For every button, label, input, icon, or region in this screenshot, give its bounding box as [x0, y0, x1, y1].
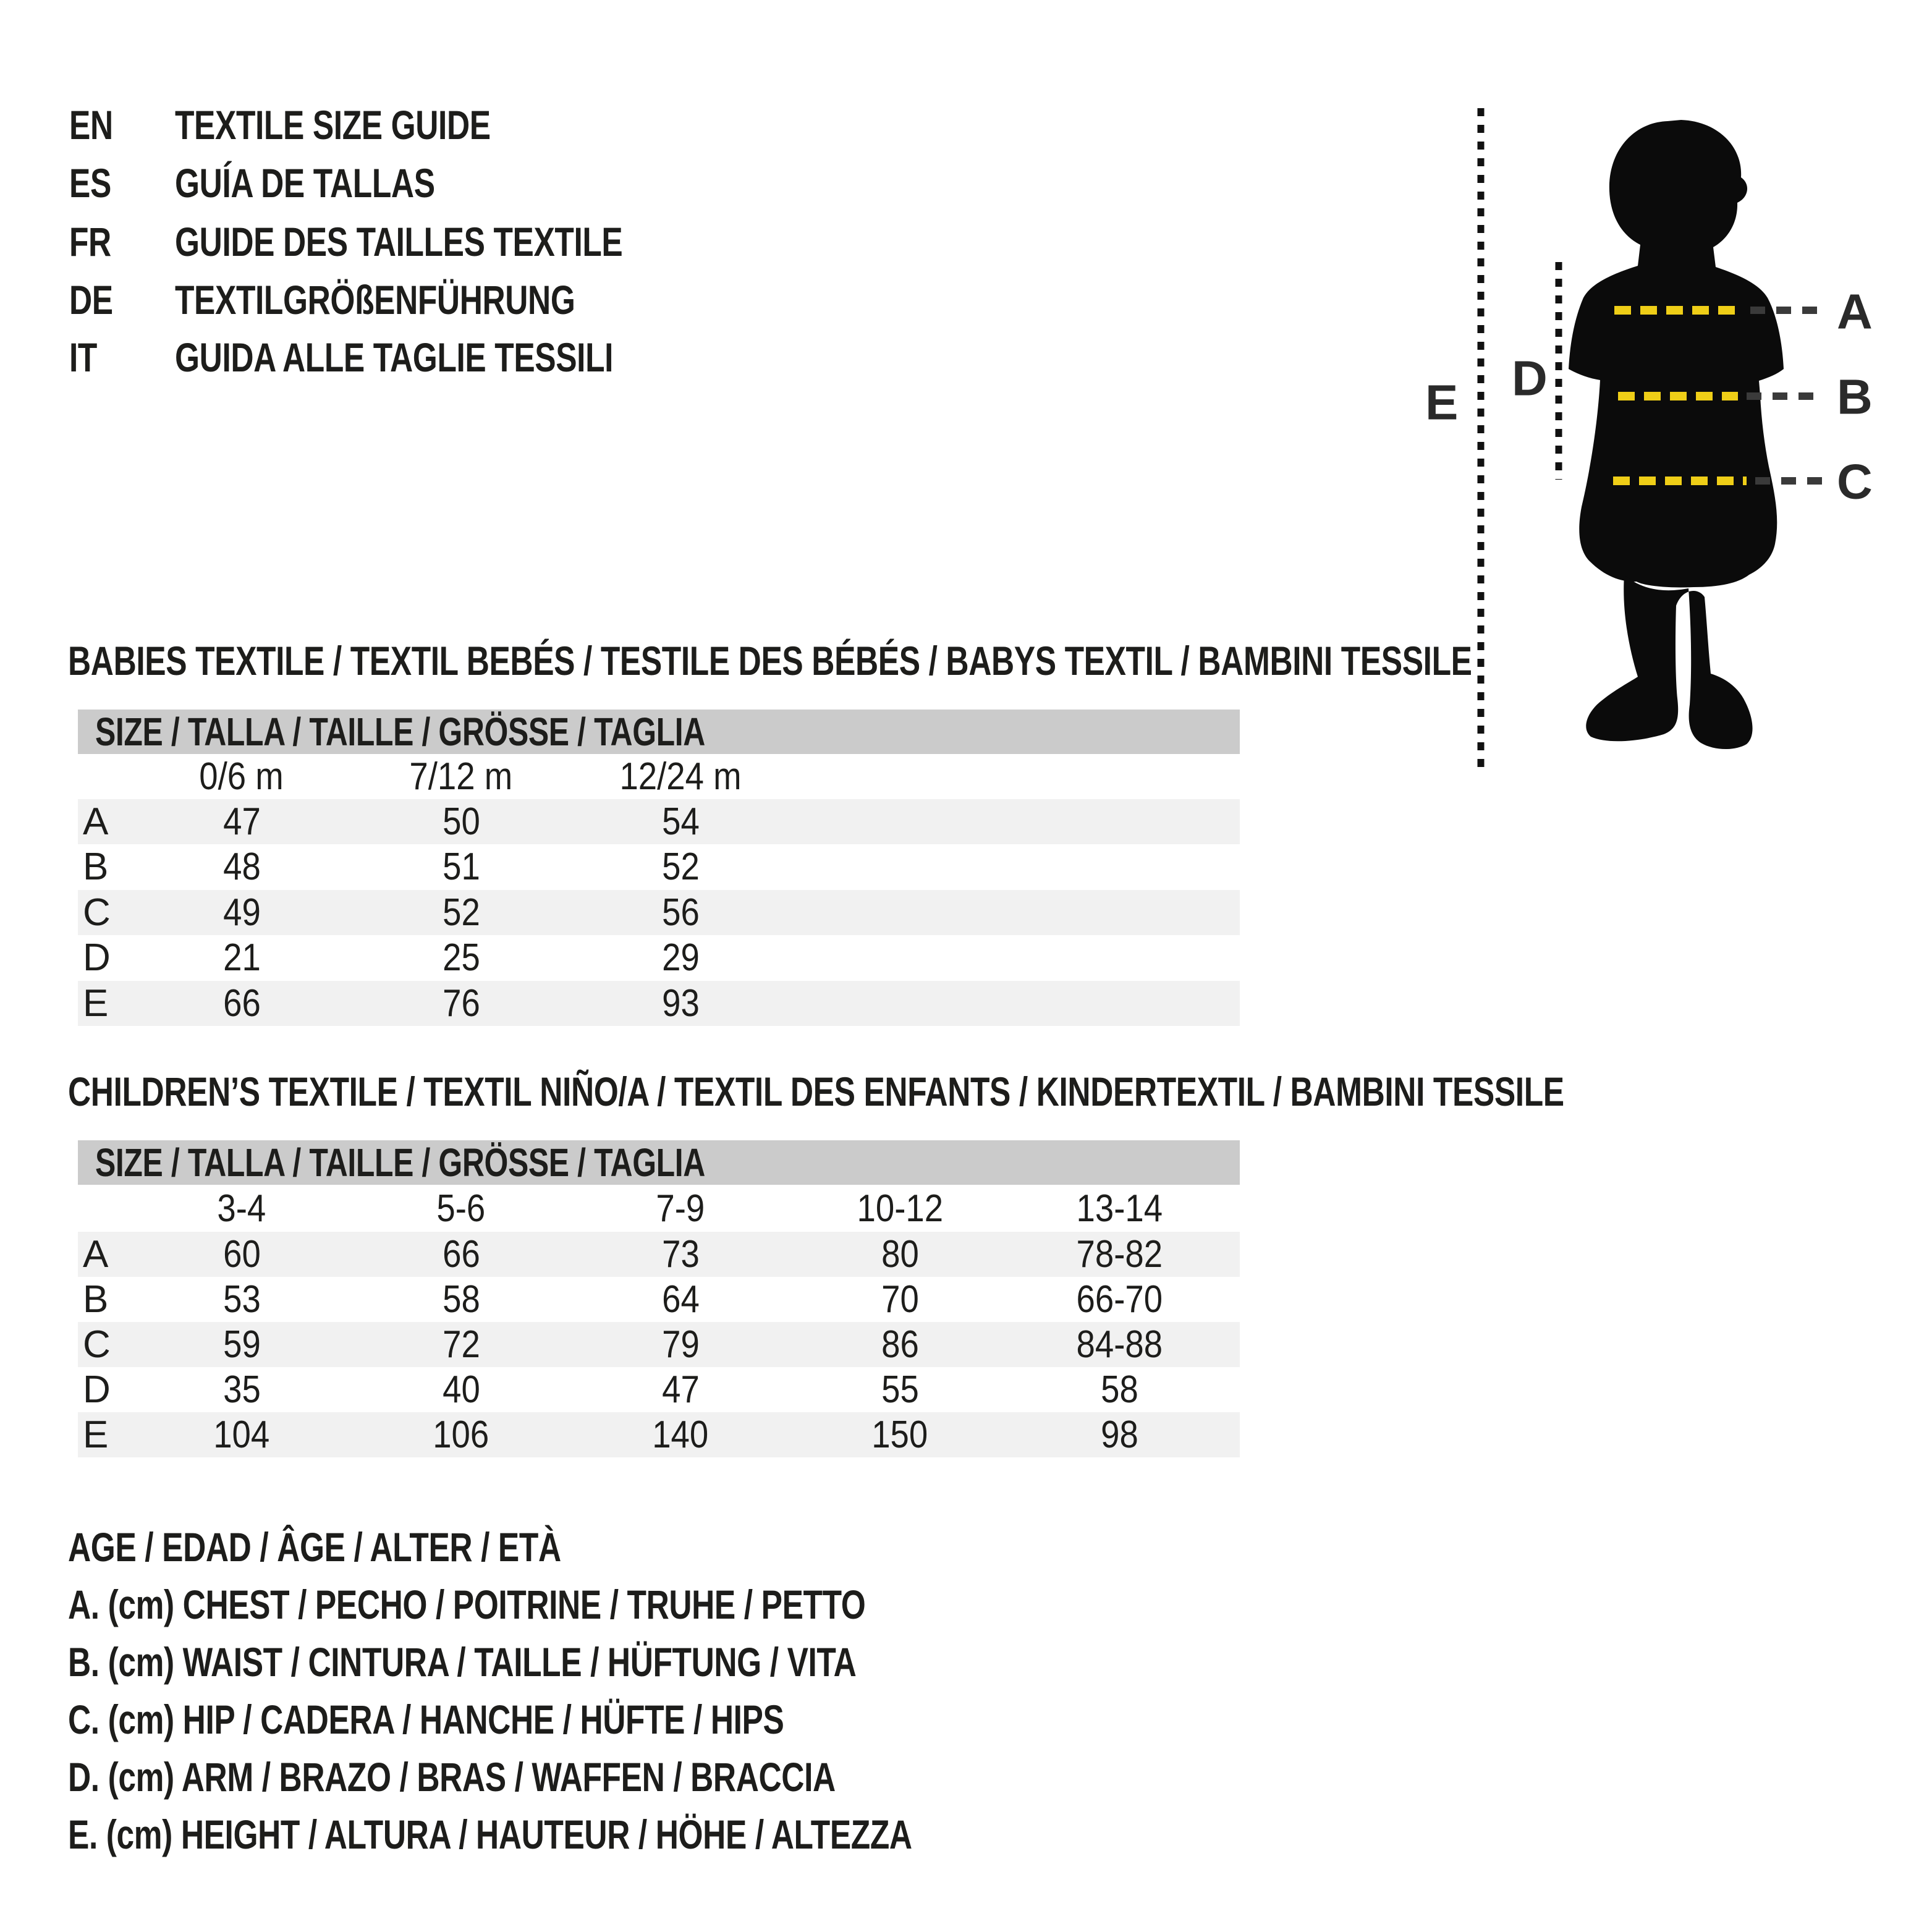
child-measurement-diagram [1421, 80, 1932, 803]
lang-title-de: TEXTILGRÖßENFÜHRUNG [175, 277, 575, 323]
babies-row-c-label: C [83, 891, 111, 934]
children-row-a-label: A [83, 1233, 109, 1276]
lang-code-it: IT [69, 334, 97, 380]
measure-label-a: A [1837, 284, 1873, 339]
babies-row-e-label: E [83, 982, 109, 1025]
children-row-c-label: C [83, 1323, 111, 1366]
babies-row-a: A 47 50 54 [78, 799, 1240, 844]
lang-title-it: GUIDA ALLE TAGLIE TESSILI [175, 334, 614, 380]
legend-waist: B. (cm) WAIST / CINTURA / TAILLE / HÜFTUNG / VITA [68, 1638, 857, 1685]
children-row-a: A 60 66 73 80 78-82 [78, 1232, 1240, 1277]
babies-col-12-24m: 12/24 m [619, 755, 742, 798]
babies-size-header-bar [78, 710, 1240, 754]
lang-row-en [0, 96, 1360, 154]
babies-section-title: BABIES TEXTILE / TEXTIL BEBÉS / TESTILE DES BÉBÉS / BABYS TEXTIL / BAMBINI TESSILE [68, 638, 1472, 684]
lang-code-de: DE [69, 277, 113, 323]
children-row-b-label: B [83, 1278, 109, 1321]
legend-arm: D. (cm) ARM / BRAZO / BRAS / WAFFEN / BRACCIA [68, 1753, 836, 1800]
measure-label-b: B [1837, 369, 1873, 425]
babies-column-header-row [78, 754, 1240, 799]
lang-row-fr [0, 213, 1360, 271]
measure-label-d: D [1512, 350, 1548, 406]
children-col-3-4: 3-4 [217, 1187, 266, 1230]
babies-row-a-label: A [83, 800, 109, 843]
lang-row-it [0, 328, 1360, 386]
babies-col-7-12m: 7/12 m [409, 755, 513, 798]
babies-row-b: B 48 51 52 [83, 845, 700, 888]
lang-row-es [0, 154, 1360, 212]
babies-col-0-6m: 0/6 m [199, 755, 284, 798]
lang-title-es: GUÍA DE TALLAS [175, 160, 435, 206]
babies-row-e: E 66 76 93 [78, 981, 1240, 1026]
children-section-title: CHILDREN’S TEXTILE / TEXTIL NIÑO/A / TEXTIL DES ENFANTS / KINDERTEXTIL / BAMBINI TESSILE [68, 1069, 1564, 1114]
children-col-13-14: 13-14 [1076, 1187, 1163, 1230]
lang-title-fr: GUIDE DES TAILLES TEXTILE [175, 219, 623, 265]
legend-chest: A. (cm) CHEST / PECHO / POITRINE / TRUHE / PETTO [68, 1581, 866, 1627]
babies-row-d: D 21 25 29 [83, 936, 700, 979]
lang-code-en: EN [69, 102, 113, 148]
measure-label-c: C [1837, 454, 1873, 509]
children-row-d: D 35 40 47 55 58 [83, 1368, 1138, 1411]
children-col-5-6: 5-6 [436, 1187, 486, 1230]
children-col-10-12: 10-12 [857, 1187, 943, 1230]
legend-age: AGE / EDAD / ÂGE / ALTER / ETÀ [68, 1523, 561, 1570]
children-row-e-label: E [83, 1413, 109, 1456]
children-column-header-row [78, 1186, 1240, 1231]
babies-row-c: C 49 52 56 [78, 890, 1240, 935]
children-row-b: B 53 58 64 70 66-70 [83, 1278, 1163, 1321]
children-size-header-label: SIZE / TALLA / TAILLE / GRÖSSE / TAGLIA [95, 1140, 705, 1185]
babies-row-b-label: B [83, 845, 109, 888]
legend-hip: C. (cm) HIP / CADERA / HANCHE / HÜFTE / HIPS [68, 1696, 784, 1742]
children-row-c: C 59 72 79 86 84-88 [78, 1322, 1240, 1367]
measure-label-e: E [1425, 375, 1459, 430]
babies-size-header-label: SIZE / TALLA / TAILLE / GRÖSSE / TAGLIA [95, 710, 705, 754]
children-size-header-bar [78, 1140, 1240, 1185]
children-row-e: E 104 106 140 150 98 [78, 1412, 1240, 1457]
children-row-d-label: D [83, 1368, 111, 1411]
lang-row-de [0, 271, 1360, 329]
legend-height: E. (cm) HEIGHT / ALTURA / HAUTEUR / HÖHE / ALTEZZA [68, 1811, 912, 1857]
children-col-7-9: 7-9 [656, 1187, 705, 1230]
lang-code-es: ES [69, 160, 111, 206]
lang-title-en: TEXTILE SIZE GUIDE [175, 102, 491, 148]
child-silhouette [1569, 120, 1784, 588]
babies-row-d-label: D [83, 936, 111, 979]
lang-code-fr: FR [69, 219, 111, 265]
